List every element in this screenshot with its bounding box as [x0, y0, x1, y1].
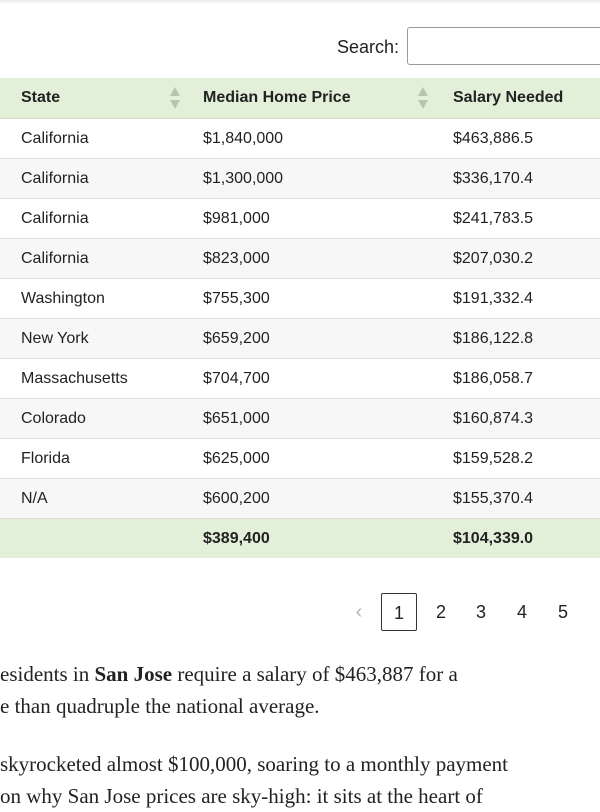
- column-header-salary-needed[interactable]: [433, 78, 600, 119]
- table-row: [0, 159, 600, 199]
- search-label: Search:: [337, 37, 400, 57]
- top-shadow: [0, 0, 600, 4]
- text-segment: esidents in: [0, 662, 95, 686]
- cell-salary-needed: $191,332.4: [433, 279, 600, 319]
- cell-median-home-price: $1,840,000: [183, 119, 433, 159]
- data-table: [0, 78, 600, 558]
- cell-salary-needed: $336,170.4: [433, 159, 600, 199]
- table-row: [0, 199, 600, 239]
- table-row: [0, 479, 600, 519]
- cell-state: Washington: [0, 279, 183, 319]
- cell-salary-needed: $463,886.5: [433, 119, 600, 159]
- sort-icon: [169, 85, 181, 111]
- cell-salary-needed: $241,783.5: [433, 199, 600, 239]
- search-bar: [0, 27, 600, 67]
- page-2-button[interactable]: 2: [435, 602, 446, 622]
- cell-median-home-price: $704,700: [183, 359, 433, 399]
- column-header-label: State: [21, 89, 61, 106]
- table-row: [0, 439, 600, 479]
- paragraph-line: [0, 658, 600, 690]
- column-header-median-home-price[interactable]: [183, 78, 433, 119]
- cell-state: California: [0, 199, 183, 239]
- table-row: [0, 359, 600, 399]
- table-footer-row: [0, 519, 600, 559]
- column-header-label: Salary Needed: [453, 89, 564, 106]
- table-row: [0, 239, 600, 279]
- page-5-button[interactable]: 5: [557, 602, 568, 622]
- cell-median-home-price: $755,300: [183, 279, 433, 319]
- table-header-row: [0, 78, 600, 119]
- page-1-button[interactable]: 1: [381, 593, 417, 631]
- table-row: [0, 279, 600, 319]
- cell-median-home-price: $659,200: [183, 319, 433, 359]
- search-input[interactable]: [407, 27, 600, 65]
- cell-salary-needed: $160,874.3: [433, 399, 600, 439]
- paragraph-line: on why San Jose prices are sky-high: it sits at the heart of: [0, 784, 483, 808]
- city-name-bold: San Jose: [94, 662, 173, 686]
- table-row: [0, 319, 600, 359]
- footer-cell-median-home-price: $389,400: [183, 519, 433, 559]
- paragraph-line: skyrocketed almost $100,000, soaring to a monthly payment: [0, 752, 508, 776]
- page-3-button[interactable]: 3: [475, 602, 486, 622]
- cell-median-home-price: $1,300,000: [183, 159, 433, 199]
- table-row: [0, 119, 600, 159]
- cell-median-home-price: $651,000: [183, 399, 433, 439]
- cell-state: California: [0, 159, 183, 199]
- cell-salary-needed: $207,030.2: [433, 239, 600, 279]
- cell-state: Massachusetts: [0, 359, 183, 399]
- sort-icon: [417, 85, 429, 111]
- column-header-label: Median Home Price: [203, 89, 351, 106]
- cell-state: Colorado: [0, 399, 183, 439]
- cell-state: N/A: [0, 479, 183, 519]
- article-paragraph: [0, 748, 600, 812]
- cell-state: California: [0, 119, 183, 159]
- cell-median-home-price: $625,000: [183, 439, 433, 479]
- cell-state: New York: [0, 319, 183, 359]
- cell-salary-needed: $155,370.4: [433, 479, 600, 519]
- pagination: [0, 593, 600, 633]
- cell-median-home-price: $600,200: [183, 479, 433, 519]
- table-row: [0, 399, 600, 439]
- paragraph-line: e than quadruple the national average.: [0, 694, 320, 718]
- page-4-button[interactable]: 4: [516, 602, 527, 622]
- cell-median-home-price: $823,000: [183, 239, 433, 279]
- cell-salary-needed: $186,122.8: [433, 319, 600, 359]
- article-paragraph: [0, 658, 600, 722]
- column-header-state[interactable]: [0, 78, 183, 119]
- cell-median-home-price: $981,000: [183, 199, 433, 239]
- footer-cell-salary-needed: $104,339.0: [433, 519, 600, 559]
- previous-page-button[interactable]: ‹: [355, 601, 363, 623]
- text-segment: require a salary of $463,887 for a: [172, 662, 458, 686]
- footer-cell-state: [0, 519, 183, 559]
- cell-state: Florida: [0, 439, 183, 479]
- cell-salary-needed: $186,058.7: [433, 359, 600, 399]
- cell-salary-needed: $159,528.2: [433, 439, 600, 479]
- cell-state: California: [0, 239, 183, 279]
